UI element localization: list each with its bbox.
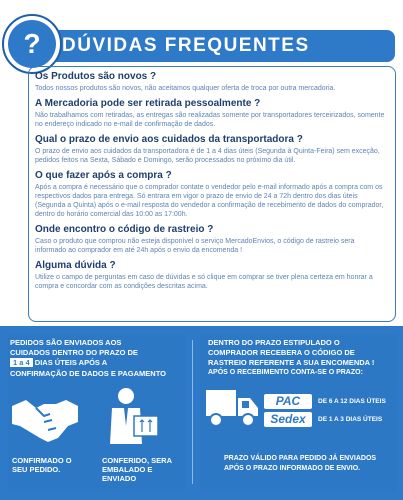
confirmed-caption xyxy=(12,456,72,474)
faq-answer: Todos nossos produtos são novos, não aceitamos qualquer oferta de troca por outra mercadoria. xyxy=(35,85,336,92)
person-box-icon xyxy=(104,386,164,446)
faq-item xyxy=(35,134,387,165)
days-rest: DIAS ÚTEIS APÓS A xyxy=(34,358,108,367)
pac-label: PAC xyxy=(264,394,312,409)
footer-line: APÓS O PRAZO INFORMADO DE ENVIO. xyxy=(224,465,361,472)
page-title: DÚVIDAS FREQUENTES xyxy=(62,35,310,56)
faq-item xyxy=(35,170,387,219)
faq-item xyxy=(35,224,387,255)
footer-line: PRAZO VÁLIDO PARA PEDIDO JÁ ENVIADOS xyxy=(224,455,377,462)
faq-answer: Utilize o campo de perguntas em caso de dúvidas e só clique em comprar se tiver plena certeza em honrar a compra e concordar com as condições descritas acima. xyxy=(35,274,373,290)
question-mark-icon: ? xyxy=(8,20,56,68)
tracking-line: RASTREIO REFERENTE A SUA ENCOMENDA ! xyxy=(208,358,375,367)
dispatch-panel xyxy=(8,334,185,492)
dispatch-line: CONFIRMAÇÃO DE DADOS E PAGAMENTO xyxy=(10,369,166,378)
faq-answer: Não trabalhamos com retiradas, as entregas são realizadas somente por transportadores terceirizados, somente no endereço indicado no e-mail de confirmação de dados. xyxy=(35,112,385,128)
tracking-line: APÓS O RECEBIMENTO CONTA-SE O PRAZO: xyxy=(208,369,363,376)
dispatch-line: CUIDADOS DENTRO DO PRAZO DE xyxy=(10,348,138,357)
divider xyxy=(192,340,193,484)
faq-question: Alguma dúvida ? xyxy=(35,260,116,271)
caption-line: CONFERIDO, SERA xyxy=(102,456,173,465)
sedex-label: Sedex xyxy=(264,412,312,427)
title-banner xyxy=(30,30,395,62)
faq-answer: O prazo de envio aos cuidados da transportadora é de 1 a 4 dias úteis (Segunda à Quinta-Feira) sem exceção, pedidos feitos na Sexta, Sábado e Domingo, serão processados no próximo dia útil. xyxy=(35,148,380,164)
caption-line: CONFIRMADO O xyxy=(12,456,72,465)
faq-question: Qual o prazo de envio aos cuidados da transportadora ? xyxy=(35,134,303,145)
tracking-line: COMPRADOR RECEBERA O CÓDIGO DE xyxy=(208,348,355,357)
faq-question: Onde encontro o código de rastreio ? xyxy=(35,224,214,235)
dispatch-days xyxy=(10,358,107,368)
caption-line: EMBALADO E ENVIADO xyxy=(102,465,153,483)
faq-question: O que fazer após a compra ? xyxy=(35,170,172,181)
pac-time: DE 6 A 12 DIAS ÚTEIS xyxy=(318,398,386,405)
faq-question: Os Produtos são novos ? xyxy=(35,71,157,82)
handshake-icon xyxy=(10,392,80,444)
dispatch-line: PEDIDOS SÃO ENVIADOS AOS xyxy=(10,338,122,347)
faq-item xyxy=(35,71,387,93)
faq-answer: Caso o produto que comprou não esteja disponível o serviço MercadoEnvios, o código de rastreio sera informado ao comprador em até 24h após o envio da encomenda ! xyxy=(35,238,355,254)
days-highlight: 1 a 4 xyxy=(10,358,33,367)
faq-question: A Mercadoria pode ser retirada pessoalmente ? xyxy=(35,98,261,109)
packed-caption xyxy=(102,456,185,483)
shipping-info xyxy=(0,326,403,500)
faq-item xyxy=(35,260,387,291)
sedex-time: DE 1 A 3 DIAS ÚTEIS xyxy=(318,416,383,423)
caption-line: SEU PEDIDO. xyxy=(12,465,61,474)
faq-item xyxy=(35,98,387,129)
tracking-line: DENTRO DO PRAZO ESTIPULADO O xyxy=(208,338,340,347)
faq-answer: Após a compra é necessário que o comprador contate o vendedor pelo e-mail informado após a compra com os respectivos dados para entrega. Só entrara em vigor o prazo de envio de 24 a 72h dentro dos dias úteis (Segunda a Quinta) após o e-mail resposta do vendedor a confirmação de recebimento de dados do comprador, dentro do horário comercial das 10:00 as 17:00h. xyxy=(35,184,384,218)
delivery-truck-icon xyxy=(204,386,260,430)
faq-section xyxy=(28,66,396,322)
question-badge xyxy=(2,14,62,74)
